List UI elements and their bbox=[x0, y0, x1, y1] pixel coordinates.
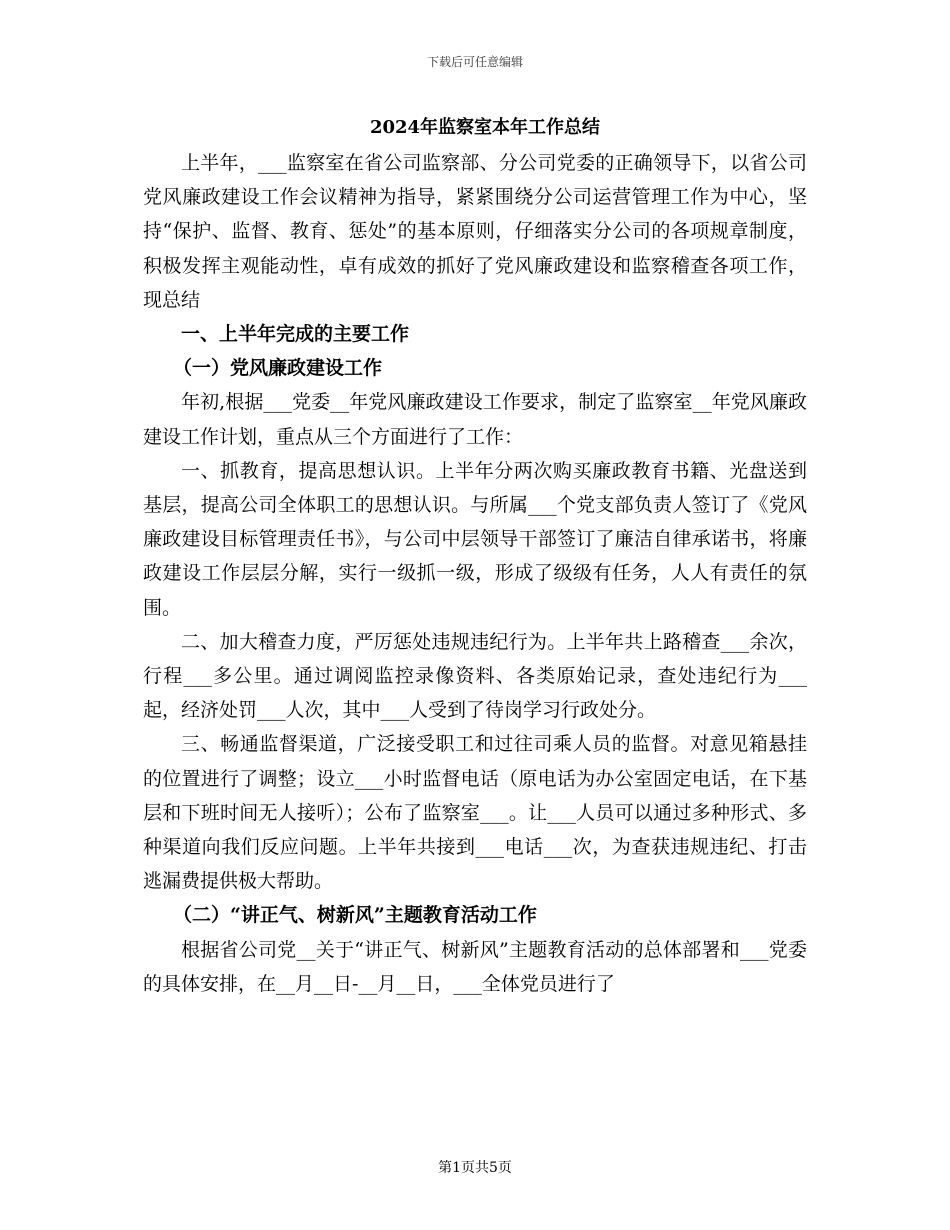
document-title: 2024年监察室本年工作总结 bbox=[369, 117, 601, 138]
page-number-footer: 第1页共5页 bbox=[438, 1160, 512, 1176]
subsection-heading-2: （二）“讲正气、树新风”主题教育活动工作 bbox=[173, 904, 537, 927]
subsection-heading-1: （一）党风廉政建设工作 bbox=[173, 357, 383, 380]
body-paragraph: 一、抓教育，提高思想认识。上半年分两次购买廉政教育书籍、光盘送到基层，提高公司全体职工的思想认识。与所属___个党支部负责人签订了《党风廉政建设目标管理责任书》，与公司中层领导干部签订了廉洁自律承诺书，将廉政建设工作层层分解，实行一级抓一级，形成了级级有任务，人人有责任的氛围。 bbox=[143, 459, 807, 619]
body-paragraph: 二、加大稽查力度，严厉惩处违规违纪行为。上半年共上路稽查___余次，行程___多公里。通过调阅监控录像资料、各类原始记录，查处违纪行为___起，经济处罚___人次，其中___人受到了待岗学习行政处分。 bbox=[143, 630, 807, 722]
document-body bbox=[143, 112, 807, 1001]
body-paragraph: 根据省公司党__关于“讲正气、树新风”主题教育活动的总体部署和___党委的具体安排，在__月__日-__月__日，___全体党员进行了 bbox=[143, 938, 807, 995]
section-heading-1: 一、上半年完成的主要工作 bbox=[181, 323, 410, 346]
header-note: 下载后可任意编辑 bbox=[426, 55, 523, 69]
intro-paragraph: 上半年，___监察室在省公司监察部、分公司党委的正确领导下，以省公司党风廉政建设工作会议精神为指导，紧紧围绕分公司运营管理工作为中心，坚持“保护、监督、教育、惩处”的基本原则，仔细落实分公司的各项规章制度，积极发挥主观能动性，卓有成效的抓好了党风廉政建设和监察稽查各项工作，现总结 bbox=[143, 152, 807, 311]
body-paragraph: 三、畅通监督渠道，广泛接受职工和过往司乘人员的监督。对意见箱悬挂的位置进行了调整；设立___小时监督电话（原电话为办公室固定电话，在下基层和下班时间无人接听）；公布了监察室___。让___人员可以通过多种形式、多种渠道向我们反应问题。上半年共接到___电话___次，为查获违规违纪、打击逃漏费提供极大帮助。 bbox=[143, 733, 807, 893]
body-paragraph: 年初,根据___党委__年党风廉政建设工作要求，制定了监察室__年党风廉政建设工作计划，重点从三个方面进行了工作： bbox=[143, 391, 807, 448]
